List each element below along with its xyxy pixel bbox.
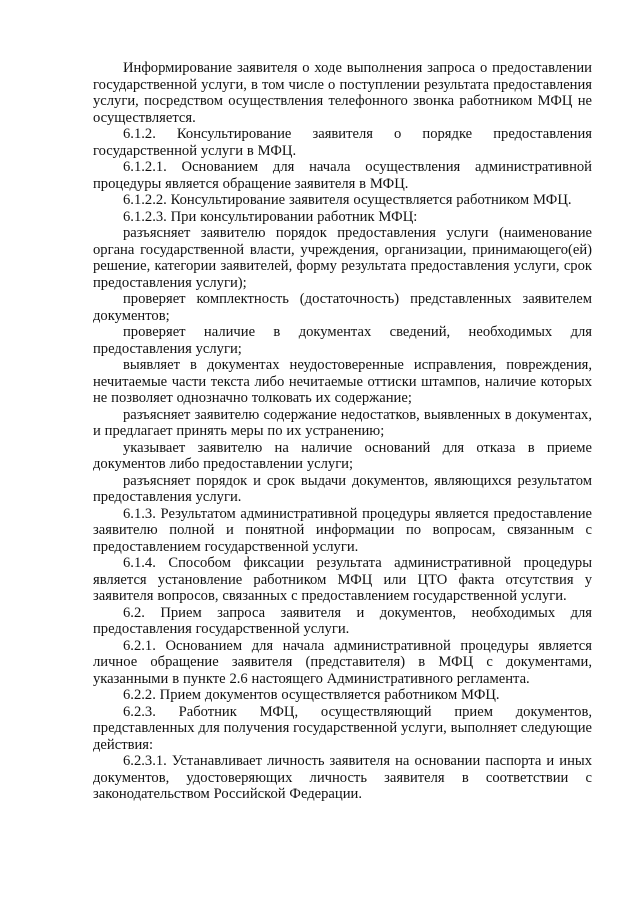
list-item-detects-corrections: выявляет в документах неудостоверенные исправления, повреждения, нечитаемые части текста либо нечитаемые оттиски штампов, наличие которых не позволяет однозначно толковать их содержание;	[93, 357, 592, 406]
list-item-checks-information: проверяет наличие в документах сведений, необходимых для предоставления услуги;	[93, 324, 592, 357]
paragraph-6-2-3: 6.2.3. Работник МФЦ, осуществляющий прием документов, представленных для получения государственной услуги, выполняет следующие действия:	[93, 703, 592, 753]
list-item-explains-deficiencies: разъясняет заявителю содержание недостатков, выявленных в документах, и предлагает принять меры по их устранению;	[93, 406, 592, 439]
list-item-explains-procedure: разъясняет заявителю порядок предоставления услуги (наименование органа государственной власти, учреждения, организации, принимающего(ей) решение, категории заявителей, форму результата предоставления услуги, срок предоставления услуги);	[93, 225, 592, 291]
paragraph-informing-status: Информирование заявителя о ходе выполнения запроса о предоставлении государственной услуги, в том числе о поступлении результата предоставления услуги, посредством осуществления телефонного звонка работником МФЦ не осуществляется.	[93, 60, 592, 126]
paragraph-6-2-3-1: 6.2.3.1. Устанавливает личность заявителя на основании паспорта и иных документов, удостоверяющих личность заявителя в соответствии с законодательством Российской Федерации.	[93, 753, 592, 802]
paragraph-6-2-1: 6.2.1. Основанием для начала административной процедуры является личное обращение заявителя (представителя) в МФЦ с документами, указанными в пункте 2.6 настоящего Административного регламента.	[93, 637, 592, 687]
paragraph-6-2: 6.2. Прием запроса заявителя и документов, необходимых для предоставления государственной услуги.	[93, 604, 592, 637]
paragraph-6-1-2-1: 6.1.2.1. Основанием для начала осуществления административной процедуры является обращение заявителя в МФЦ.	[93, 159, 592, 192]
paragraph-6-2-2: 6.2.2. Прием документов осуществляется работником МФЦ.	[123, 687, 500, 703]
paragraph-6-1-3: 6.1.3. Результатом административной процедуры является предоставление заявителю полной и понятной информации по вопросам, связанным с предоставлением государственной услуги.	[93, 505, 592, 555]
list-item-refusal-grounds: указывает заявителю на наличие оснований для отказа в приеме документов либо предоставлении услуги;	[93, 439, 592, 472]
list-item-issuance-procedure: разъясняет порядок и срок выдачи документов, являющихся результатом предоставления услуги.	[93, 472, 592, 505]
paragraph-6-1-2-3: 6.1.2.3. При консультировании работник МФЦ:	[123, 208, 418, 225]
paragraph-6-1-4: 6.1.4. Способом фиксации результата административной процедуры является установление работником МФЦ или ЦТО факта отсутствия у заявителя вопросов, связанных с предоставлением государственной услуги.	[93, 555, 592, 604]
paragraph-6-1-2-2: 6.1.2.2. Консультирование заявителя осуществляется работником МФЦ.	[123, 192, 572, 208]
list-item-checks-completeness: проверяет комплектность (достаточность) представленных заявителем документов;	[93, 291, 592, 324]
paragraph-6-1-2: 6.1.2. Консультирование заявителя о порядке предоставления государственной услуги в МФЦ.	[93, 126, 592, 159]
